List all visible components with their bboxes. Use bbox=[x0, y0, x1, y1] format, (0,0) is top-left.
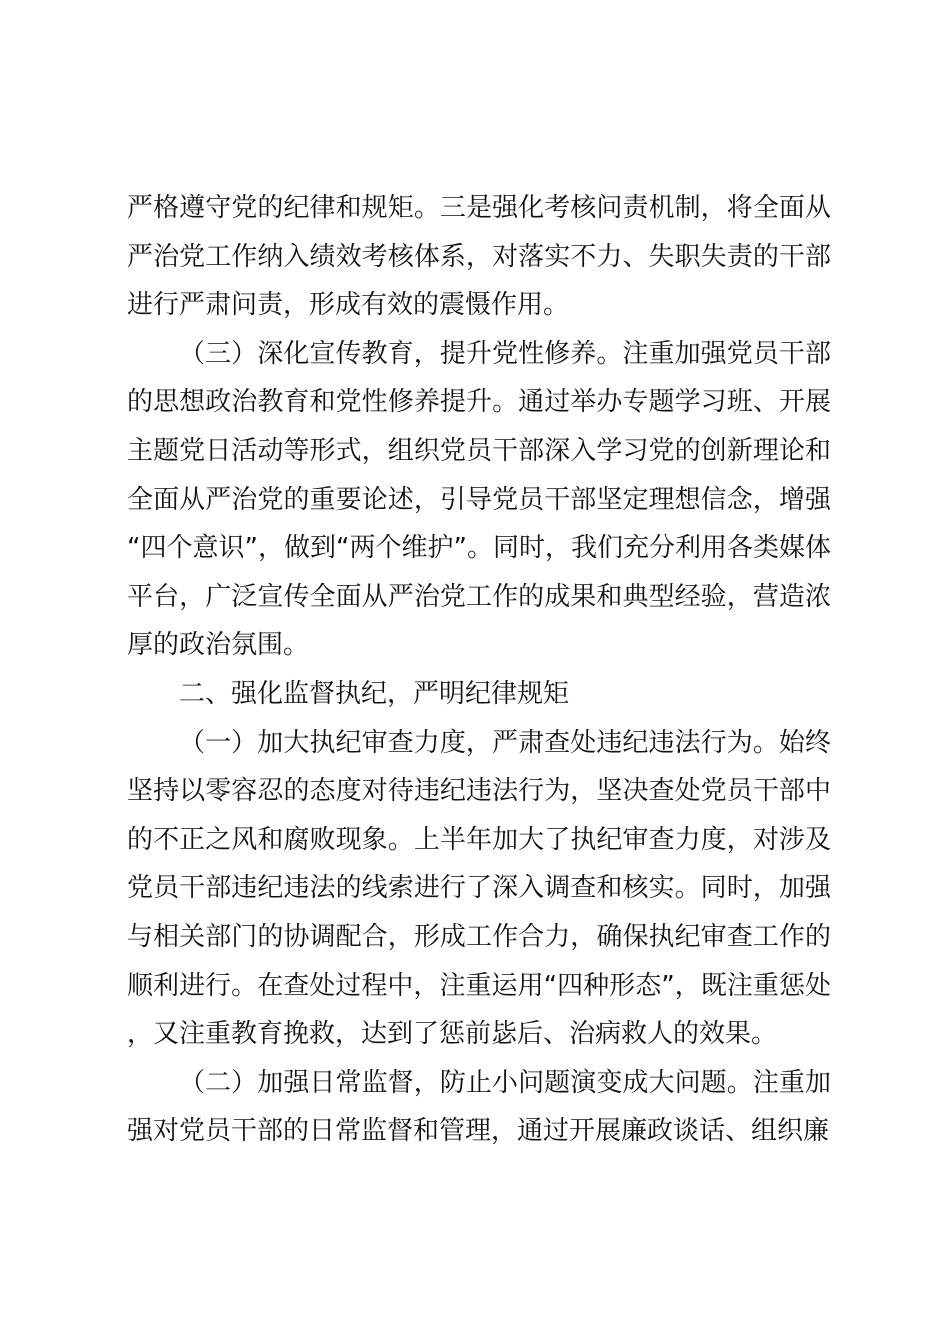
paragraph-continuation: 严格遵守党的纪律和规矩。三是强化考核问责机制，将全面从严治党工作纳入绩效考核体系，对落实不力、失职失责的干部进行严肃问责，形成有效的震慑作用。 bbox=[127, 193, 831, 321]
section-heading-2: 二、强化监督执纪，严明纪律规矩 bbox=[179, 678, 570, 709]
paragraph-section-2-2: （二）加强日常监督，防止小问题演变成大问题。注重加强对党员干部的日常监督和管理，通过开展廉政谈话、组织廉 bbox=[127, 1067, 831, 1147]
paragraph-section-1-3: （三）深化宣传教育，提升党性修养。注重加强党员干部的思想政治教育和党性修养提升。通过举办专题学习班、开展主题党日活动等形式，组织党员干部深入学习党的创新理论和全面从严治党的重要论述，引导党员干部坚定理想信念，增强“四个意识”，做到“两个维护”。同时，我们充分利用各类媒体平台，广泛宣传全面从严治党工作的成果和典型经验，营造浓厚的政治氛围。 bbox=[127, 338, 831, 661]
document-body bbox=[127, 184, 831, 1156]
paragraph-section-2-1: （一）加大执纪审查力度，严肃查处违纪违法行为。始终坚持以零容忍的态度对待违纪违法行为，坚决查处党员干部中的不正之风和腐败现象。上半年加大了执纪审查力度，对涉及党员干部违纪违法的线索进行了深入调查和核实。同时，加强与相关部门的协调配合，形成工作合力，确保执纪审查工作的顺利进行。在查处过程中，注重运用“四种形态”，既注重惩处，又注重教育挽救，达到了惩前毖后、治病救人的效果。 bbox=[127, 727, 831, 1050]
